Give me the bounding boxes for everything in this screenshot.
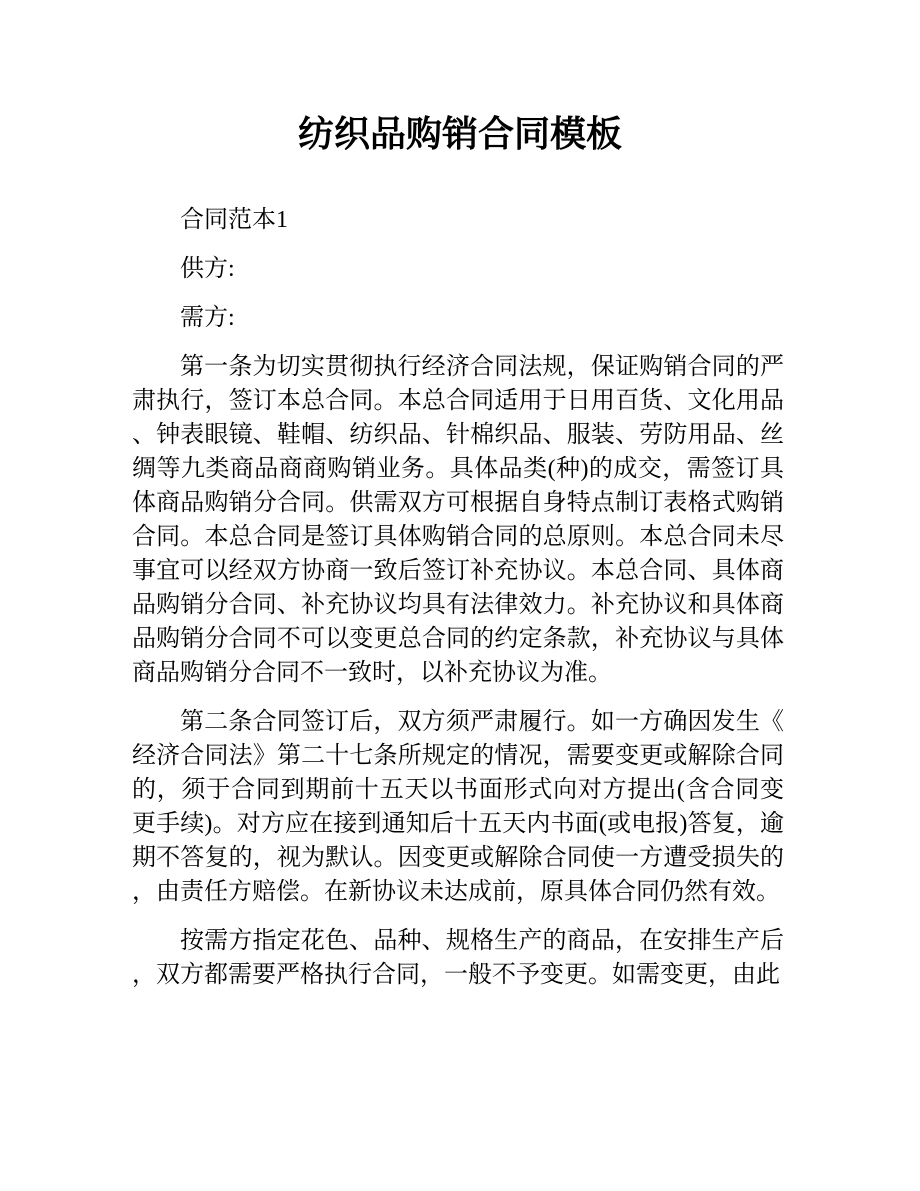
paragraph-buyer-label: 需方: [180, 305, 235, 331]
paragraph-supplier-label: 供方: [180, 256, 235, 282]
paragraph-production-terms: 按需方指定花色、品种、规格生产的商品，在安排生产后，双方都需要严格执行合同，一般不予变更。如需变更，由此 [132, 928, 784, 988]
document-title: 纺织品购销合同模板 [297, 113, 622, 154]
paragraph-article-2: 第二条合同签订后，双方须严肃履行。如一方确因发生《经济合同法》第二十七条所规定的情况，需要变更或解除合同的，须于合同到期前十五天以书面形式向对方提出(含合同变更手续)。对方应在接到通知后十五天内书面(或电报)答复，逾期不答复的，视为默认。因变更或解除合同使一方遭受损失的，由责任方赔偿。在新协议未达成前，原具体合同仍然有效。 [132, 709, 784, 905]
paragraph-contract-model-label: 合同范本1 [180, 207, 288, 233]
paragraph-article-1: 第一条为切实贯彻执行经济合同法规，保证购销合同的严肃执行，签订本总合同。本总合同适用于日用百货、文化用品、钟表眼镜、鞋帽、纺织品、针棉织品、服装、劳防用品、丝绸等九类商品商商购销业务。具体品类(种)的成交，需签订具体商品购销分合同。供需双方可根据自身特点制订表格式购销合同。本总合同是签订具体购销合同的总原则。本总合同未尽事宜可以经双方协商一致后签订补充协议。本总合同、具体商品购销分合同、补充协议均具有法律效力。补充协议和具体商品购销分合同不可以变更总合同的约定条款，补充协议与具体商品购销分合同不一致时，以补充协议为准。 [132, 354, 784, 686]
document-body [132, 203, 784, 992]
